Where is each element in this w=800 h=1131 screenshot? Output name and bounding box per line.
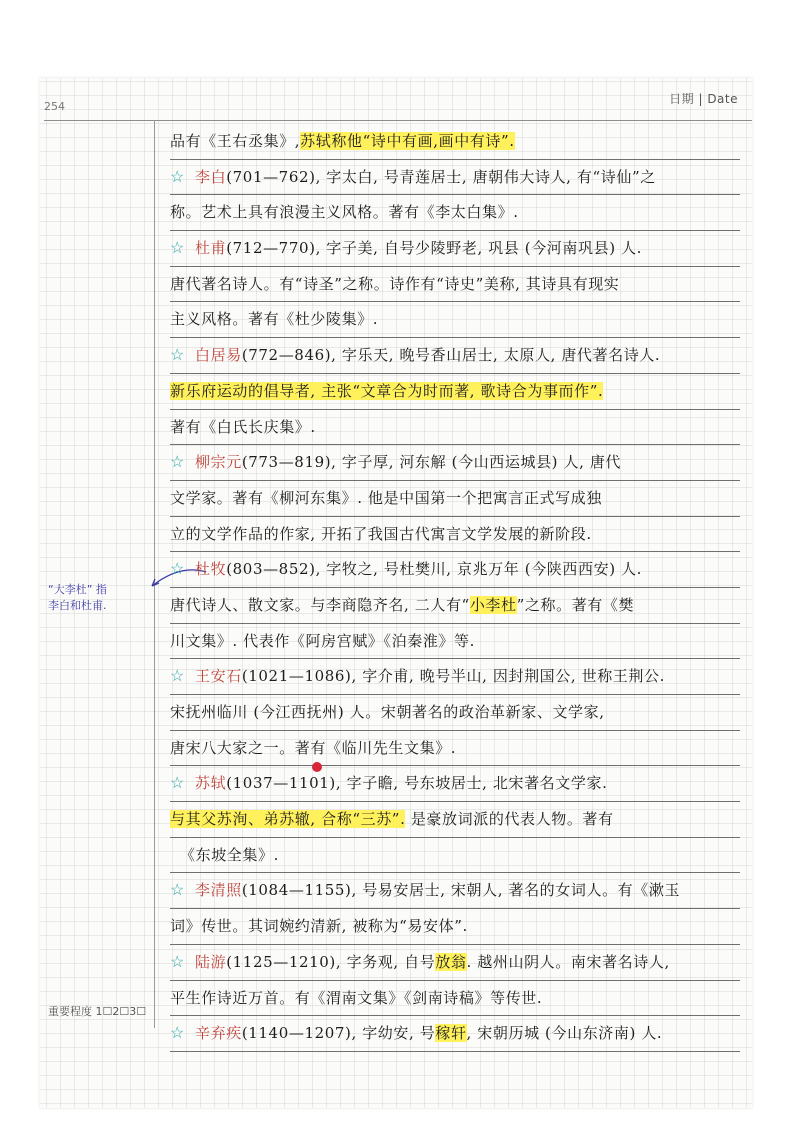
note-line: [170, 981, 740, 1017]
highlighted-text: 放翁: [435, 952, 467, 971]
poet-name: 李白: [195, 167, 227, 186]
note-line: [170, 588, 740, 624]
note-text: (803—852), 字牧之, 号杜樊川, 京兆万年 (今陕西西安) 人.: [226, 560, 642, 579]
note-line: [170, 231, 740, 267]
note-text: (1125—1210), 字务观, 自号: [226, 952, 436, 971]
poet-name: 杜牧: [195, 560, 227, 579]
poet-name: 陆游: [195, 952, 227, 971]
note-line: [170, 838, 740, 874]
note-text: 川文集》. 代表作《阿房宫赋》《泊秦淮》等.: [170, 631, 476, 650]
note-line: [170, 445, 740, 481]
star-icon: ☆: [170, 1023, 185, 1043]
note-line: [170, 195, 740, 231]
note-text: 主义风格。著有《杜少陵集》.: [170, 310, 379, 329]
note-text: 立的文学作品的作家, 开拓了我国古代寓言文学发展的新阶段.: [170, 524, 592, 543]
note-text: (1140—1207), 字幼安, 号: [241, 1024, 436, 1043]
note-line: [170, 945, 740, 981]
date-label: 日期 | Date: [669, 92, 738, 106]
poet-name: 王安石: [195, 667, 242, 686]
header-rule: [44, 120, 752, 121]
note-line: [170, 695, 740, 731]
note-text: 平生作诗近万首。有《渭南文集》《剑南诗稿》等传世.: [170, 988, 543, 1007]
poet-name: 李清照: [195, 881, 242, 900]
note-text: (701—762), 字太白, 号青莲居士, 唐朝伟大诗人, 有“诗仙”之: [226, 167, 656, 186]
note-text: (712—770), 字子美, 自号少陵野老, 巩县 (今河南巩县) 人.: [226, 239, 642, 258]
note-line: [170, 624, 740, 660]
highlighted-text: 小李杜: [469, 595, 517, 614]
star-icon: ☆: [170, 773, 185, 793]
margin-note: [48, 582, 154, 614]
ink-dot: [312, 762, 322, 772]
note-line: [170, 1016, 740, 1052]
poet-name: 辛弃疾: [195, 1024, 242, 1043]
note-line: [170, 267, 740, 303]
highlighted-text: 稼轩: [435, 1024, 467, 1043]
star-icon: ☆: [170, 345, 185, 365]
note-line: [170, 374, 740, 410]
star-icon: ☆: [170, 452, 185, 472]
note-text: . 越州山阴人。南宋著名诗人,: [466, 952, 670, 971]
note-line: [170, 410, 740, 446]
note-text: 词》传世。其词婉约清新, 被称为“易安体”.: [170, 917, 468, 936]
note-line: [170, 873, 740, 909]
margin-note-line-2: 李白和杜甫.: [48, 599, 107, 612]
star-icon: ☆: [170, 166, 185, 186]
star-icon: ☆: [170, 666, 185, 686]
importance-rating: 重要程度 1☐2☐3☐: [48, 1005, 147, 1018]
note-line: [170, 909, 740, 945]
note-text: (772—846), 字乐天, 晚号香山居士, 太原人, 唐代著名诗人.: [241, 346, 661, 365]
highlighted-text: 苏轼称他“诗中有画,画中有诗”.: [300, 132, 515, 150]
note-text: 称。艺术上具有浪漫主义风格。著有《李太白集》.: [170, 203, 519, 222]
note-line: [170, 302, 740, 338]
note-text: (1021—1086), 字介甫, 晚号半山, 因封荆国公, 世称王荆公.: [241, 667, 665, 686]
note-line: [170, 517, 740, 553]
margin-note-line-1: “大李杜” 指: [48, 583, 107, 596]
note-text: 著有《白氏长庆集》.: [170, 417, 316, 436]
star-icon: ☆: [170, 559, 185, 579]
note-text: 是豪放词派的代表人物。著有: [405, 810, 614, 829]
note-line: [170, 481, 740, 517]
poet-name: 苏轼: [195, 774, 227, 793]
star-icon: ☆: [170, 238, 185, 258]
poet-name: 杜甫: [195, 239, 227, 258]
note-line: [170, 731, 740, 767]
star-icon: ☆: [170, 951, 185, 971]
note-text: 唐宋八大家之一。著有《临川先生文集》.: [170, 738, 457, 757]
note-text: (1084—1155), 号易安居士, 宋朝人, 著名的女词人。有《漱玉: [241, 881, 681, 900]
star-icon: ☆: [170, 880, 185, 900]
note-line: [170, 659, 740, 695]
note-line: [170, 338, 740, 374]
note-line: [170, 124, 740, 160]
note-text: 唐代著名诗人。有“诗圣”之称。诗作有“诗史”美称, 其诗具有现实: [170, 274, 620, 293]
note-text: , 宋朝历城 (今山东济南) 人.: [466, 1024, 663, 1043]
note-line: [170, 766, 740, 802]
note-text: 文学家。著有《柳河东集》. 他是中国第一个把寓言正式写成独: [170, 488, 602, 507]
note-text: (1037—1101), 字子瞻, 号东坡居士, 北宋著名文学家.: [226, 774, 608, 793]
poet-name: 柳宗元: [195, 453, 242, 472]
highlighted-text: 与其父苏洵、弟苏辙, 合称“三苏”.: [170, 810, 406, 829]
note-line: [170, 802, 740, 838]
note-text: (773—819), 字子厚, 河东解 (今山西运城县) 人, 唐代: [241, 453, 622, 472]
note-text: 唐代诗人、散文家。与李商隐齐名, 二人有“: [170, 595, 470, 614]
page-number: 254: [44, 100, 65, 113]
note-text: ”之称。著有《樊: [516, 595, 635, 614]
note-text: 宋抚州临川 (今江西抚州) 人。宋朝著名的政治革新家、文学家,: [170, 703, 605, 721]
poet-name: 白居易: [195, 346, 242, 365]
note-text: 品有《王右丞集》,: [170, 132, 301, 150]
note-line: [170, 552, 740, 588]
note-text: 《东坡全集》.: [180, 845, 279, 864]
highlighted-text: 新乐府运动的倡导者, 主张“文章合为时而著, 歌诗合为事而作”.: [170, 381, 604, 400]
notes-body: [170, 124, 740, 1052]
note-line: [170, 160, 740, 196]
